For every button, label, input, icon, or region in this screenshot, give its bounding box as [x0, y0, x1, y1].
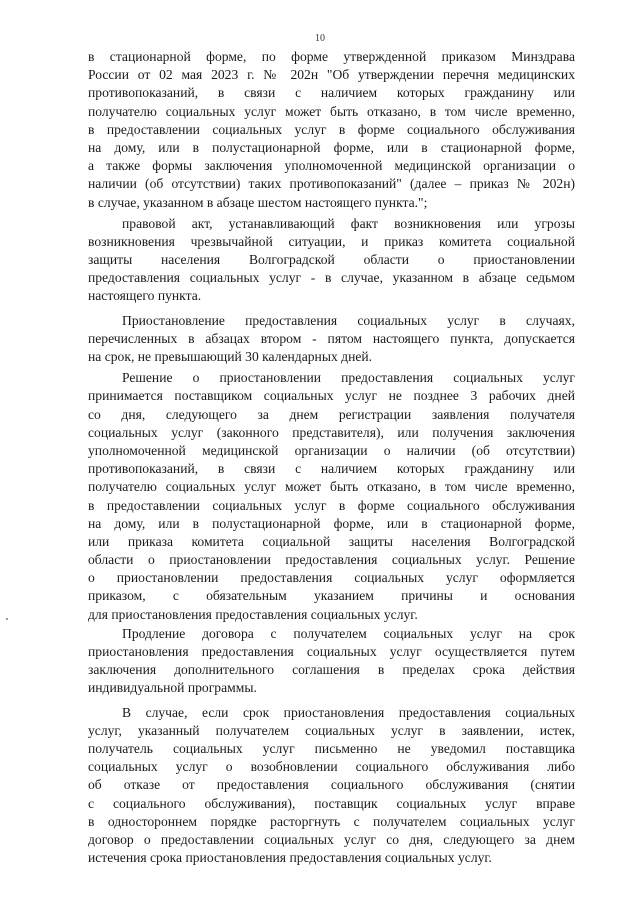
text-line: социальных услуг (законного представителя), или получения заключения	[88, 424, 575, 440]
text-line: на срок, не превышающий 30 календарных дней.	[88, 349, 373, 364]
text-line: в случае, указанном в абзаце шестом настоящего пункта.";	[88, 194, 428, 210]
text-line: перечисленных в абзацах втором - пятом настоящего пункта, допускается	[88, 330, 575, 346]
text-line: получателю социальных услуг может быть отказано, в том числе временно,	[88, 103, 575, 119]
text-line: получателю социальных услуг может быть отказано, в том числе временно,	[88, 479, 575, 495]
text-line: уполномоченной медицинской организации о наличии (об отсутствии)	[88, 442, 575, 458]
text-line: а также формы заключения уполномоченной медицинской организации о	[88, 158, 575, 174]
text-line: В случае, если срок приостановления предоставления социальных	[122, 704, 575, 720]
text-line: социальных услуг о возобновлении социального обслуживания либо	[88, 759, 575, 775]
text-line: защиты населения Волгоградской области о приостановлении	[88, 252, 575, 268]
text-line: индивидуальной программы.	[88, 680, 257, 696]
text-line: настоящего пункта.	[88, 288, 202, 304]
text-line: с социального обслуживания), поставщик социальных услуг вправе	[88, 795, 575, 811]
text-line: получатель социальных услуг письменно не уведомил поставщика	[88, 740, 575, 756]
text-line: в стационарной форме, по форме утвержденной приказом Минздрава	[88, 49, 575, 64]
paragraph-suspension-term	[88, 312, 575, 367]
text-line: об отказе от предоставления социального обслуживания (снятии	[88, 777, 575, 793]
document-body	[88, 48, 575, 867]
text-line: предоставления социальных услуг - в случае, указанном в абзаце седьмом	[88, 270, 575, 286]
text-line: на дому, или в полустационарной форме, или в стационарной форме,	[88, 515, 575, 531]
text-line: приказом, с обязательным указанием причины и основания	[88, 588, 575, 604]
paragraph-contract-termination	[88, 704, 575, 868]
text-line: или приказа комитета социальной защиты населения Волгоградской	[88, 533, 575, 549]
text-line: в одностороннем порядке расторгнуть с получателем социальных услуг	[88, 813, 575, 829]
text-line: на дому, или в полустационарной форме, или в стационарной форме,	[88, 139, 575, 155]
paragraph-form-reference	[88, 48, 575, 212]
scan-dot	[6, 618, 8, 620]
text-line: со дня, следующего за днем регистрации заявления получателя	[88, 406, 575, 422]
text-line: принимается поставщиком социальных услуг не позднее 3 рабочих дней	[88, 388, 575, 404]
text-line: в предоставлении социальных услуг в форме социального обслуживания	[88, 121, 575, 137]
text-line: Продление договора с получателем социальных услуг на срок	[122, 625, 575, 641]
page-number: 10	[315, 33, 325, 44]
paragraph-contract-extension	[88, 625, 575, 698]
text-line: заключения дополнительного соглашения в пределах срока действия	[88, 662, 575, 678]
text-line: для приостановления предоставления социальных услуг.	[88, 606, 418, 622]
text-line: противопоказаний, в связи с наличием которых гражданину или	[88, 461, 575, 477]
text-line: Приостановление предоставления социальных услуг в случаях,	[122, 312, 575, 328]
text-line: области о приостановлении предоставления социальных услуг. Решение	[88, 552, 575, 568]
text-line: России от 02 мая 2023 г. № 202н "Об утверждении перечня медицинских	[88, 67, 575, 83]
text-line: возникновения чрезвычайной ситуации, и приказ комитета социальной	[88, 233, 575, 249]
text-line: Решение о приостановлении предоставления социальных услуг	[122, 370, 575, 386]
text-line: противопоказаний, в связи с наличием которых гражданину или	[88, 85, 575, 101]
text-line: истечения срока приостановления предоставления социальных услуг.	[88, 850, 492, 866]
paragraph-legal-act	[88, 215, 575, 306]
text-line: договор о предоставлении социальных услуг со дня, следующего за днем	[88, 831, 575, 847]
paragraph-suspension-decision	[88, 369, 575, 624]
text-line: наличии (об отсутствии) таких противопоказаний" (далее – приказ № 202н)	[88, 176, 575, 192]
text-line: приостановления предоставления социальных услуг осуществляется путем	[88, 644, 575, 659]
text-line: о приостановлении предоставления социальных услуг оформляется	[88, 570, 575, 586]
text-line: в предоставлении социальных услуг в форме социального обслуживания	[88, 497, 575, 513]
text-line: услуг, указанный получателем социальных услуг в заявлении, истек,	[88, 722, 575, 738]
text-line: правовой акт, устанавливающий факт возникновения или угрозы	[122, 215, 575, 231]
